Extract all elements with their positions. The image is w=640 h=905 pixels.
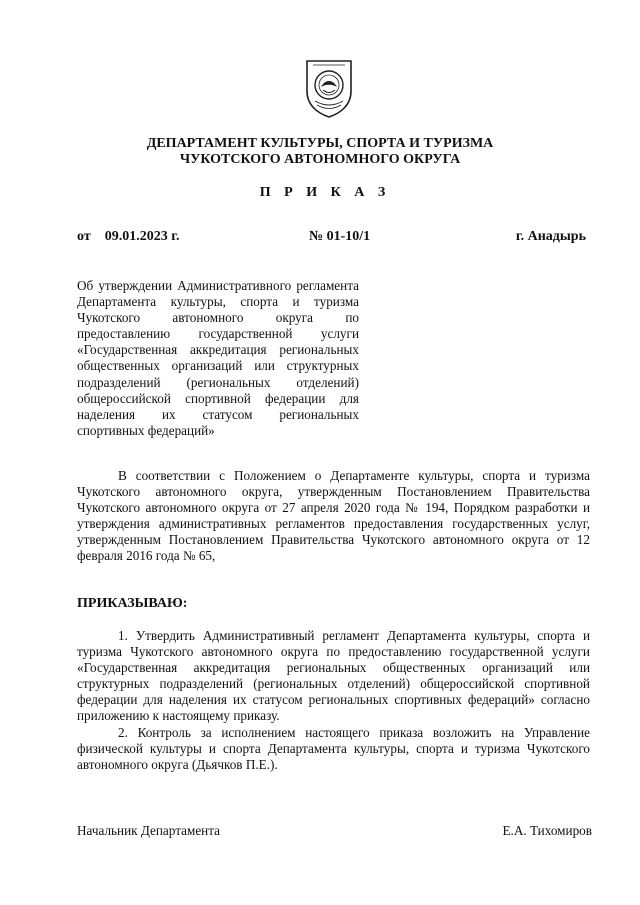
signatory-position: Начальник Департамента	[77, 823, 221, 838]
order-item-2: 2. Контроль за исполнением настоящего приказа возложить на Управление физической культуры и спорта Департамента культуры, спорта и туризма Чукотского автономного округа (Дьячков П.Е.).	[77, 725, 590, 773]
order-directive: ПРИКАЗЫВАЮ:	[77, 596, 188, 611]
order-number: № 01-10/1	[309, 229, 371, 244]
basis-paragraph: В соответствии с Положением о Департаменте культуры, спорта и туризма Чукотского автономного округа, утвержденным Постановлением Правительства Чукотского автономного округа от 27 апреля 2020 года № 194, Порядком разработки и утверждения административных регламентов предоставления государственных услуг, утвержденным Постановлением Правительства Чукотского автономного округа от 12 февраля 2016 года № 65,	[77, 468, 590, 564]
order-city: г. Анадырь	[515, 229, 586, 244]
order-item-1: 1. Утвердить Административный регламент Департамента культуры, спорта и туризма Чукотского автономного округа по предоставлению государственной услуги «Государственная аккредитация региональных общественных организаций или структурных подразделений (региональных отделений) общероссийской спортивной федерации для наделения их статусом региональных спортивных федераций» согласно приложению к настоящему приказу.	[77, 628, 590, 724]
date-value: 09.01.2023 г.	[104, 229, 180, 244]
document-type-title: П Р И К А З	[259, 185, 391, 200]
order-date	[77, 229, 179, 245]
date-prefix: от	[77, 229, 91, 244]
org-name-line2: ЧУКОТСКОГО АВТОНОМНОГО ОКРУГА	[179, 152, 461, 167]
order-subject	[77, 278, 359, 439]
org-name-line1: ДЕПАРТАМЕНТ КУЛЬТУРЫ, СПОРТА И ТУРИЗМА	[146, 136, 494, 151]
signatory-name: Е.А. Тихомиров	[502, 823, 592, 838]
subject-text: Об утверждении Административного регламента Департамента культуры, спорта и туризма Чукотского автономного округа по предоставлению государственной услуги «Государственная аккредитация региональных общественных организаций или структурных подразделений (региональных отделений) общероссийской спортивной федерации для наделения их статусом региональных спортивных федераций»	[77, 278, 359, 438]
coat-of-arms-icon	[299, 57, 359, 119]
